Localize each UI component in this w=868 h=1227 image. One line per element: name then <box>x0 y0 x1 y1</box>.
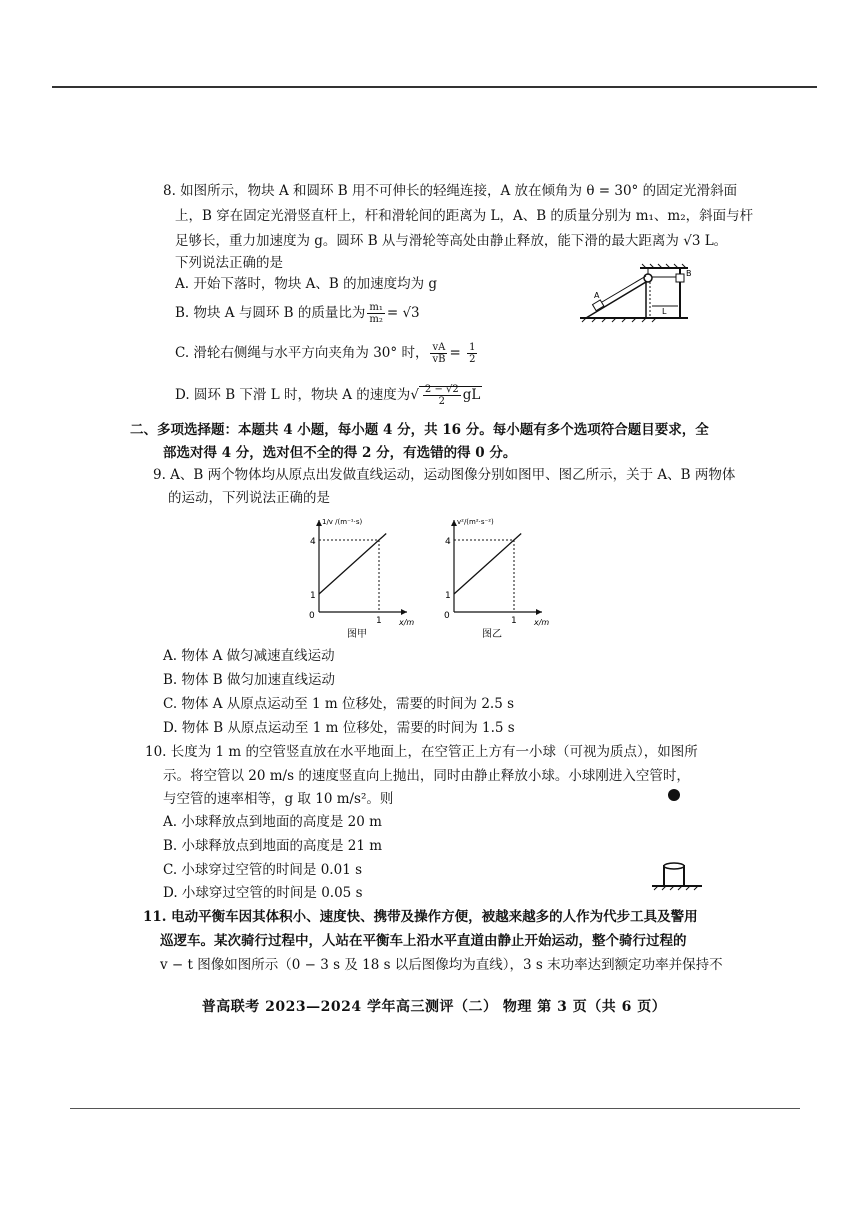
chart-b <box>440 512 550 642</box>
chart-a-ylabel: 1/v /(m⁻¹·s) <box>322 518 363 526</box>
chart-a-ytick-4: 4 <box>310 537 316 547</box>
q11-stem-line3: v − t 图像如图所示（0 − 3 s 及 18 s 以后图像均为直线），3 s 末功率达到额定功率并保持不 <box>160 957 723 973</box>
q11-stem-line2: 巡逻车。某次骑行过程中，人站在平衡车上沿水平直道由静止开始运动，整个骑行过程的 <box>160 933 687 949</box>
q8-stem-line1: 8. 如图所示，物块 A 和圆环 B 用不可伸长的轻绳连接，A 放在倾角为 θ = 30° 的固定光滑斜面 <box>163 183 738 199</box>
ball-icon <box>668 789 680 801</box>
chart-b-xlabel: x/m <box>534 618 550 627</box>
header-rule <box>52 86 817 88</box>
q8-option-c[interactable] <box>175 342 479 365</box>
q8-figure <box>576 262 696 324</box>
q11-stem-line1: 11. 电动平衡车因其体积小、速度快、携带及操作方便，被越来越多的人作为代步工具及警用 <box>143 909 698 925</box>
chart-b-ylabel: v²/(m²·s⁻²) <box>457 518 494 526</box>
section2-heading-line1: 二、多项选择题：本题共 4 小题，每小题 4 分，共 16 分。每小题有多个选项符合题目要求，全 <box>130 422 709 438</box>
chart-a <box>305 512 415 642</box>
q8-option-b-value: = √3 <box>386 305 420 321</box>
chart-a-ytick-1: 1 <box>310 591 316 601</box>
q8-option-d[interactable]: D. 圆环 B 下滑 L 时，物块 A 的速度为√ $\frac{2 - √2}{2}$ gL <box>175 384 481 407</box>
q9-stem-line2: 的运动，下列说法正确的是 <box>168 490 330 506</box>
chart-b-series-line <box>454 534 521 594</box>
q10-stem-line2: 示。将空管以 20 m/s 的速度竖直向上抛出，同时由静止释放小球。小球刚进入空管时， <box>163 768 690 784</box>
chart-b-ytick-4: 4 <box>445 537 451 547</box>
q8-option-c-eq: = <box>449 345 466 361</box>
section2-heading-line2: 部选对得 4 分，选对但不全的得 2 分，有选错的得 0 分。 <box>163 445 517 461</box>
q8-option-d-gl: gL <box>462 387 481 403</box>
q10-stem-line3: 与空管的速率相等，g 取 10 m/s²。则 <box>163 791 394 807</box>
q8-option-d-fraction: $\frac{2 - √2}{2}$ <box>424 384 459 407</box>
q9-option-c[interactable]: C. 物体 A 从原点运动至 1 m 位移处，需要的时间为 2.5 s <box>163 696 515 712</box>
q9-stem-line1: 9. A、B 两个物体均从原点出发做直线运动，运动图像分别如图甲、图乙所示，关于 A、B 两物体 <box>153 467 736 483</box>
chart-a-series-line <box>319 534 386 594</box>
q8-option-b-text: B. 物块 A 与圆环 B 的质量比为 <box>175 305 366 321</box>
chart-a-xtick-1: 1 <box>376 616 382 626</box>
q8-option-d-text: D. 圆环 B 下滑 L 时，物块 A 的速度为 <box>175 387 411 403</box>
footer-rule <box>70 1108 800 1109</box>
q10-option-a[interactable]: A. 小球释放点到地面的高度是 20 m <box>163 814 382 830</box>
q10-option-c[interactable]: C. 小球穿过空管的时间是 0.01 s <box>163 862 362 878</box>
q9-option-a[interactable]: A. 物体 A 做匀减速直线运动 <box>163 648 335 664</box>
q8-stem-line3: 足够长，重力加速度为 g。圆环 B 从与滑轮等高处由静止释放，能下滑的最大距离为 √3 L。 <box>175 233 728 249</box>
q9-option-b[interactable]: B. 物体 B 做匀加速直线运动 <box>163 672 336 688</box>
q10-figure <box>650 786 710 896</box>
q10-stem-line1: 10. 长度为 1 m 的空管竖直放在水平地面上，在空管正上方有一小球（可视为质点），如图所 <box>145 744 698 760</box>
chart-b-x-arrow <box>536 609 542 615</box>
q8-option-a[interactable]: A. 开始下落时，物块 A、B 的加速度均为 g <box>175 276 438 292</box>
q9-option-d[interactable]: D. 物体 B 从原点运动至 1 m 位移处，需要的时间为 1.5 s <box>163 720 515 736</box>
q8-option-c-fraction: $\frac{vA}{vB}$ <box>432 342 446 365</box>
q8-stem-line2: 上，B 穿在固定光滑竖直杆上，杆和滑轮间的距离为 L，A、B 的质量分别为 m₁、m₂，斜面与杆 <box>175 208 754 224</box>
chart-b-origin-label: 0 <box>444 611 450 621</box>
chart-a-x-arrow <box>401 609 407 615</box>
chart-a-xlabel: x/m <box>399 618 415 627</box>
page-footer: 普高联考 2023—2024 学年高三测评（二） 物理 第 3 页（共 6 页） <box>201 999 667 1015</box>
q8-option-b-fraction: $\frac{\text{m₁}}{\text{m₂}}$ <box>369 302 383 325</box>
q8-option-b[interactable] <box>175 302 420 325</box>
chart-a-title: 图甲 <box>347 629 367 640</box>
q8-stem-line4: 下列说法正确的是 <box>175 255 283 271</box>
q8-option-c-value: $\frac{1}{2}$ <box>469 342 476 365</box>
chart-a-origin-label: 0 <box>309 611 315 621</box>
chart-b-xtick-1: 1 <box>511 616 517 626</box>
chart-b-ytick-1: 1 <box>445 591 451 601</box>
q8-figure-label-l: L <box>662 307 667 316</box>
chart-b-title: 图乙 <box>482 629 502 640</box>
q8-figure-label-b: B <box>686 269 692 278</box>
q8-figure-label-a: A <box>594 291 600 300</box>
q8-option-c-text: C. 滑轮右侧绳与水平方向夹角为 30° 时， <box>175 345 429 361</box>
q10-option-d[interactable]: D. 小球穿过空管的时间是 0.05 s <box>163 885 363 901</box>
q10-option-b[interactable]: B. 小球释放点到地面的高度是 21 m <box>163 838 383 854</box>
